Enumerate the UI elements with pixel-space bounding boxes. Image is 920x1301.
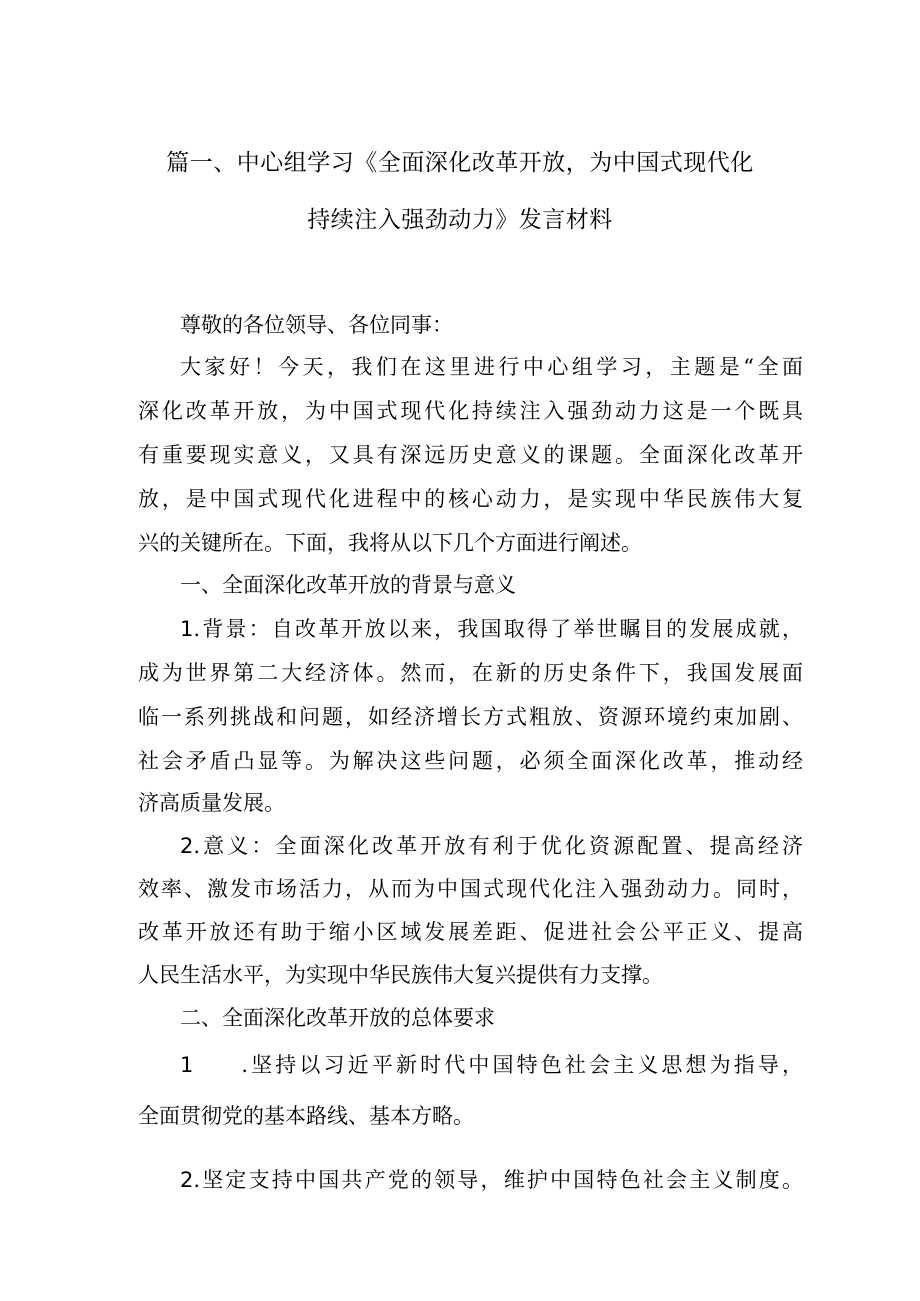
item-number: 1 [180, 617, 194, 641]
section-1-item-2-line: 人民生活水平，为实现中华民族伟大复兴提供有力支撑。 [138, 963, 663, 987]
intro-paragraph-line: 有重要现实意义，又具有深远历史意义的课题。全面深化改革开 [138, 443, 803, 467]
intro-paragraph-line: 大家好！今天，我们在这里进行中心组学习，主题是“全面 [180, 355, 803, 379]
intro-paragraph-line: 放，是中国式现代化进程中的核心动力，是实现中华民族伟大复 [138, 487, 803, 511]
section-2-item-1-line: 全面贯彻党的基本路线、基本方略。 [138, 1104, 474, 1128]
intro-paragraph-line: 深化改革开放，为中国式现代化持续注入强劲动力这是一个既具 [138, 399, 803, 423]
section-1-item-1-line: 临一系列挑战和问题，如经济增长方式粗放、资源环境约束加剧、 [138, 705, 803, 729]
section-1-item-2-line [180, 831, 803, 861]
intro-paragraph-line: 兴的关键所在。下面，我将从以下几个方面进行阐述。 [138, 531, 642, 555]
item-text: .坚持以习近平新时代中国特色社会主义思想为指导， [241, 1053, 803, 1077]
section-1-item-1-line: 济高质量发展。 [138, 791, 285, 815]
section-1-item-2-line: 改革开放还有助于缩小区域发展差距、促进社会公平正义、提高 [138, 920, 803, 944]
document-title-line-1: 篇一、中心组学习《全面深化改革开放，为中国式现代化 [166, 150, 754, 176]
section-1-item-1-line [180, 614, 803, 644]
section-1-heading: 一、全面深化改革开放的背景与意义 [180, 573, 516, 597]
section-2-item-2-line [180, 1165, 803, 1195]
section-1-item-1-line: 社会矛盾凸显等。为解决这些问题，必须全面深化改革，推动经 [138, 749, 803, 773]
item-number: 2 [180, 834, 194, 858]
item-text: .背景：自改革开放以来，我国取得了举世瞩目的发展成就， [193, 617, 803, 641]
section-1-item-1-line: 成为世界第二大经济体。然而，在新的历史条件下，我国发展面 [138, 661, 803, 685]
item-number: 1 [180, 1053, 194, 1077]
item-text: .坚定支持中国共产党的领导，维护中国特色社会主义制度。 [193, 1168, 803, 1192]
section-1-item-2-line: 效率、激发市场活力，从而为中国式现代化注入强劲动力。同时， [138, 877, 803, 901]
section-2-heading: 二、全面深化改革开放的总体要求 [180, 1006, 495, 1030]
document-title-line-2: 持续注入强劲动力》发言材料 [307, 207, 613, 233]
item-number: 2 [180, 1168, 194, 1192]
item-text: .意义：全面深化改革开放有利于优化资源配置、提高经济 [193, 834, 803, 858]
section-2-item-1-line [180, 1050, 803, 1080]
salutation: 尊敬的各位领导、各位同事： [180, 313, 453, 337]
